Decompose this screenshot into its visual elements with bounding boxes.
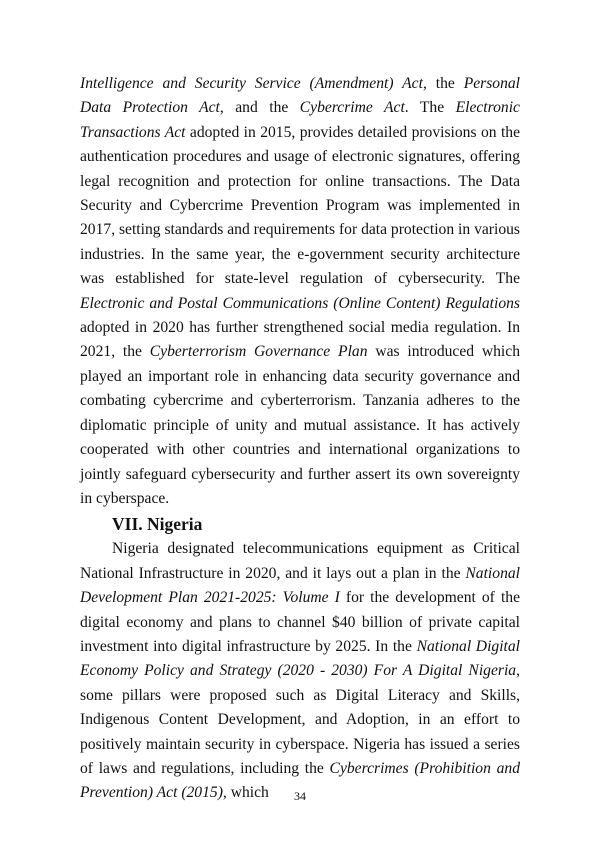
italic-title-run: Cyberterrorism Governance Plan	[149, 343, 368, 361]
italic-title-run: Electronic and Postal Communications (Online Content) Regulations	[80, 294, 520, 312]
italic-title-run: National Digital Economy Policy and Strategy (2020 - 2030) For A Digital Nigeria	[80, 637, 520, 680]
paragraph-nigeria	[80, 537, 520, 805]
text-run: , and the	[219, 99, 300, 117]
italic-title-run: Electronic Transactions Act	[80, 99, 520, 141]
text-run: for the development of the digital economy and plans to channel $40 billion of private capital investment into digital infrastructure by 2025. In the	[80, 589, 520, 655]
text-run: , which	[222, 784, 269, 802]
italic-title-run: Personal Data Protection Act	[80, 75, 521, 117]
text-run: , the	[422, 75, 464, 92]
italic-title-run: Cybercrime Act	[299, 99, 405, 117]
text-run: . The	[404, 99, 456, 117]
italic-title-run: Intelligence and Security Service (Amendment) Act	[80, 75, 423, 92]
text-run: was introduced which played an important role in enhancing data security governance and combating cybercrime and cyberterrorism. Tanzania adheres to the diplomatic principle of unity and mutual assistance. It has actively cooperated with other countries and international organizations to jointly safeguard cybersecurity and further assert its own sovereignty in cyberspace.	[80, 343, 520, 507]
text-run: adopted in 2015, provides detailed provisions on the authentication procedures and usage of electronic signatures, offering legal recognition and protection for online transactions. The Data Security and Cybercrime Prevention Program was implemented in 2017, setting standards and requirements for data protection in various industries. In the same year, the e-government security architecture was established for state-level regulation of cybersecurity. The	[80, 123, 521, 288]
text-run: adopted in 2020 has further strengthened social media regulation. In 2021, the	[80, 319, 520, 361]
italic-title-run: National Development Plan 2021-2025: Volume I	[80, 564, 520, 607]
section-heading-nigeria: VII. Nigeria	[112, 514, 203, 535]
italic-title-run: Cybercrimes (Prohibition and Prevention) Act (2015)	[80, 759, 520, 802]
text-run: Nigeria designated telecommunications equipment as Critical National Infrastructure in 2020, and it lays out a plan in the	[80, 540, 520, 582]
body-text	[80, 72, 520, 806]
paragraph-tanzania-legislation	[80, 72, 520, 511]
page-number: 34	[294, 789, 306, 803]
text-run: , some pillars were proposed such as Digital Literacy and Skills, Indigenous Content Development, and Adoption, in an effort to positively maintain security in cyberspace. Nigeria has issued a series of laws and regulations, including the	[80, 662, 520, 777]
